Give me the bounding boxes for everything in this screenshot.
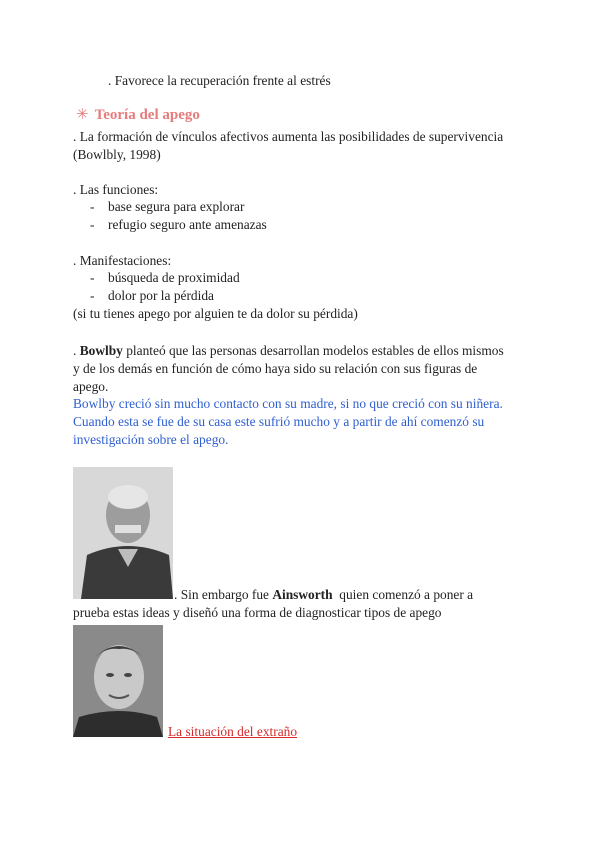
bowlby-bio-line-3: investigación sobre el apego.: [73, 432, 229, 447]
manifestaciones-title: . Manifestaciones:: [73, 253, 172, 268]
bowlby-name: Bowlby: [79, 343, 123, 358]
funciones-title: . Las funciones:: [73, 182, 159, 197]
bowlby-bio-line-2: Cuando esta se fue de su casa este sufrió mucho y a partir de ahí comenzó su: [73, 414, 485, 429]
bowlby-line-1: . Bowlby planteó que las personas desarrollan modelos estables de ellos mismos: [73, 343, 504, 358]
formacion-line-1: . La formación de vínculos afectivos aumenta las posibilidades de supervivencia: [73, 129, 504, 144]
manifestaciones-note: (si tu tienes apego por alguien te da dolor su pérdida): [73, 306, 358, 321]
second-photo: [73, 625, 163, 737]
asterisk-icon: ✳: [76, 107, 89, 123]
manifestaciones-item: - dolor por la pérdida: [90, 288, 214, 303]
bowlby-photo: [73, 467, 173, 599]
strange-situation-link[interactable]: La situación del extraño: [168, 724, 298, 739]
formacion-line-2: (Bowlbly, 1998): [73, 147, 161, 162]
bowlby-line-3: apego.: [73, 379, 109, 394]
heading-text: Teoría del apego: [94, 107, 200, 123]
ainsworth-name: Ainsworth: [272, 587, 333, 602]
section-heading: [76, 106, 200, 124]
funciones-item: - base segura para explorar: [90, 199, 245, 214]
portrait-illustration-2: [73, 625, 163, 737]
bowlby-bio-line-1: Bowlby creció sin mucho contacto con su madre, si no que creció con su niñera.: [73, 396, 503, 411]
ainsworth-line-2: prueba estas ideas y diseñó una forma de diagnosticar tipos de apego: [73, 605, 442, 620]
funciones-item: - refugio seguro ante amenazas: [90, 217, 267, 232]
favorece-line: . Favorece la recuperación frente al estrés: [108, 73, 331, 88]
manifestaciones-item: - búsqueda de proximidad: [90, 270, 240, 285]
bowlby-line-2: y de los demás en función de cómo haya sido su relación con sus figuras de: [73, 361, 478, 376]
portrait-illustration: [73, 467, 173, 599]
ainsworth-line-1: . Sin embargo fue Ainsworth quien comenzó a poner a: [174, 587, 474, 602]
